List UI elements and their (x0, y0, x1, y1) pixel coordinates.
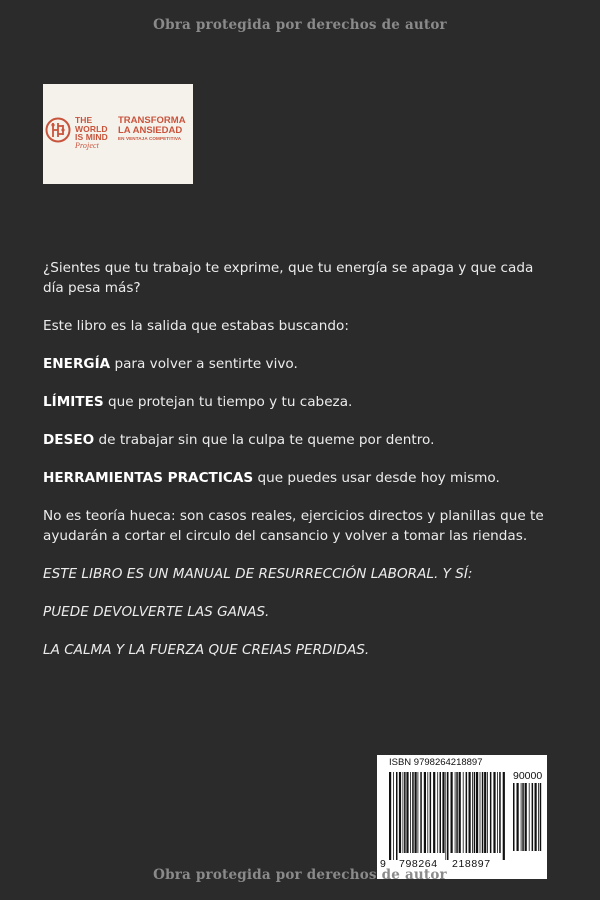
barcode-digit-group: 218897 (452, 858, 491, 870)
logo-brand-text (75, 116, 108, 150)
closing-line: LA CALMA Y LA FUERZA QUE CREIAS PERDIDAS. (43, 642, 370, 658)
logo-title-text (118, 116, 186, 142)
price-code: 90000 (513, 770, 543, 782)
benefit-keyword: ENERGÍA (43, 356, 111, 372)
price-barcode-bars (513, 783, 543, 858)
logo-tagline: EN VENTAJA COMPETITIVA (118, 136, 182, 141)
isbn-label: ISBN 9798264218897 (389, 757, 483, 768)
benefit-text: que protejan tu tiempo y tu cabeza. (103, 394, 353, 410)
benefit-keyword: DESEO (43, 432, 95, 448)
barcode-digit-group: 798264 (399, 858, 438, 870)
logo-line: WORLD (75, 123, 108, 134)
closing-line: ESTE LIBRO ES UN MANUAL DE RESURRECCIÓN LABORAL. Y SÍ: (43, 566, 473, 582)
benefit-text: de trabajar sin que la culpa te queme por dentro. (94, 432, 435, 448)
publisher-logo (43, 84, 193, 184)
benefit-item (43, 468, 558, 488)
intro-paragraph: ¿Sientes que tu trabajo te exprime, que tu energía se apaga y que cada día pesa más? (43, 260, 534, 296)
logo-title-line: LA ANSIEDAD (118, 125, 183, 136)
logo-line: THE (75, 115, 93, 125)
copyright-watermark-bottom: Obra protegida por derechos de autor (153, 867, 447, 883)
logo-title-line: TRANSFORMA (118, 115, 186, 126)
barcode-bars (389, 772, 505, 860)
isbn-barcode (377, 755, 547, 879)
benefit-item (43, 354, 558, 374)
benefit-keyword: LÍMITES (43, 394, 104, 410)
benefit-item (43, 392, 558, 412)
copyright-watermark-top: Obra protegida por derechos de autor (153, 17, 447, 33)
back-cover-text (43, 258, 558, 678)
barcode-digit-first: 9 (380, 858, 386, 870)
benefit-item (43, 430, 558, 450)
logo-subline: Project (75, 140, 99, 150)
benefit-text: para volver a sentirte vivo. (110, 356, 298, 372)
lead-paragraph: Este libro es la salida que estabas buscando: (43, 318, 349, 334)
description-paragraph: No es teoría hueca: son casos reales, ejercicios directos y planillas que te ayudarán a cortar el circulo del cansancio y volver a tomar las riendas. (43, 508, 544, 544)
closing-line: PUEDE DEVOLVERTE LAS GANAS. (43, 604, 270, 620)
benefit-text: que puedes usar desde hoy mismo. (253, 470, 500, 486)
globe-brain-icon (45, 117, 71, 143)
benefit-keyword: HERRAMIENTAS PRACTICAS (43, 470, 254, 486)
logo-line: IS MIND (75, 132, 108, 143)
